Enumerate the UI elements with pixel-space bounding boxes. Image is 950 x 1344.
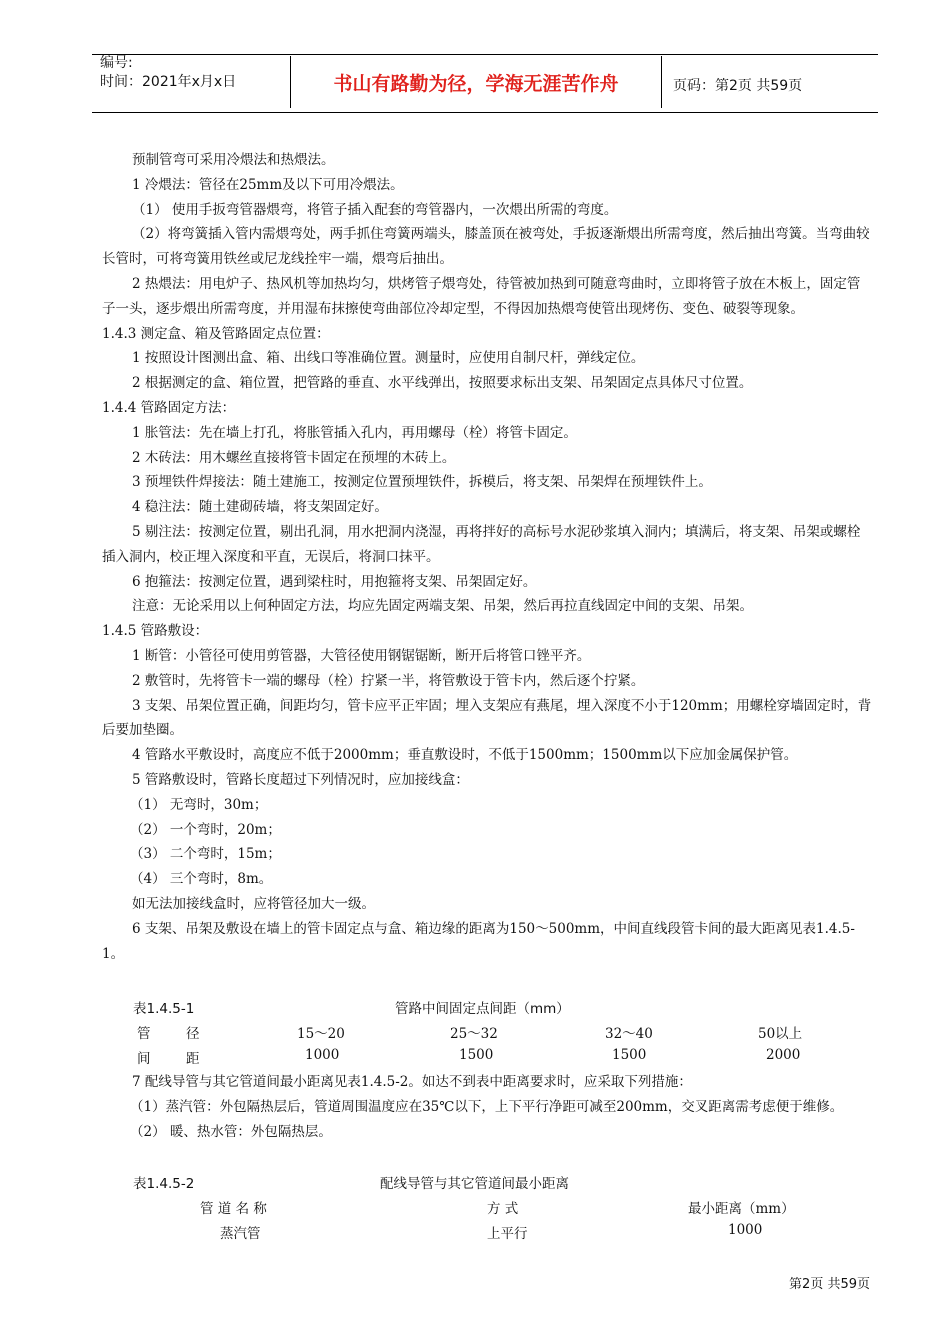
table1-cell: 径 [186,1026,200,1042]
paragraph: （1）蒸汽管：外包隔热层后，管道周围温度应在35℃以下，上下平行净距可减至200mm，交叉距离需考虑便于维修。 [130,1098,844,1115]
document-body [102,148,872,966]
time-label: 时间：2021年x月x日 [100,74,237,90]
paragraph: 1 断管：小管径可使用剪管器，大管径使用钢锯锯断，断开后将管口锉平齐。 [132,647,591,664]
header-motto: 书山有路勤为径，学海无涯苦作舟 [290,56,662,108]
table1-cell: 25～32 [450,1026,498,1042]
list-item: （4） 三个弯时，8m。 [130,871,273,888]
paragraph: 3 预埋铁件焊接法：随土建施工，按测定位置预埋铁件，拆模后，将支架、吊架焊在预埋铁件上。 [132,474,712,491]
table1-cell: 管 [137,1026,151,1042]
paragraph: （2）将弯簧插入管内需煨弯处，两手抓住弯簧两端头，膝盖顶在被弯处，手扳逐渐煨出所需弯度，然后抽出弯簧。当弯曲较长管时，可将弯簧用铁丝或尼龙线拴牢一端，煨弯后抽出。 [102,226,870,268]
table1-caption-title: 管路中间固定点间距（mm） [395,1001,570,1017]
paragraph: 2 热煨法：用电炉子、热风机等加热均匀，烘烤管子煨弯处，待管被加热到可随意弯曲时，立即将管子放在木板上，固定管子一头，逐步煨出所需弯度，并用湿布抹擦使弯曲部位冷却定型，不得因加热煨弯使管出现烤伤、变色、破裂等现象。 [102,275,861,317]
table1-cell: 距 [186,1051,200,1067]
header-page-label: 页码：第2页 共59页 [673,78,803,94]
header-left [100,54,236,92]
table1-cell: 15～20 [297,1026,345,1042]
table2-cell: 上平行 [487,1226,528,1242]
paragraph: 5 剔注法：按测定位置，剔出孔洞，用水把洞内浇湿，再将拌好的高标号水泥砂浆填入洞内；填满后，将支架、吊架或螺栓插入洞内，校正埋入深度和平直，无误后，将洞口抹平。 [102,523,861,565]
list-item: （2） 一个弯时，20m； [130,821,281,838]
paragraph: 3 支架、吊架位置正确，间距均匀，管卡应平正牢固；埋入支架应有燕尾，埋入深度不小于120mm；用螺栓穿墙固定时，背后要加垫圈。 [102,697,872,739]
list-item: （1） 无弯时，30m； [130,796,268,813]
page-footer: 第2页 共59页 [789,1277,870,1292]
section-heading: 1.4.4 管路固定方法： [102,399,236,416]
table2-cell: 1000 [728,1222,763,1238]
paragraph: 7 配线导管与其它管道间最小距离见表1.4.5-2。如达不到表中距离要求时，应采取下列措施： [132,1074,692,1090]
code-label: 编号: [100,55,133,71]
paragraph: 5 管路敷设时，管路长度超过下列情况时，应加接线盒： [132,771,469,788]
paragraph: 2 根据测定的盒、箱位置，把管路的垂直、水平线弹出，按照要求标出支架、吊架固定点具体尺寸位置。 [132,375,753,392]
table1-cell: 50以上 [758,1026,803,1042]
paragraph: 6 支架、吊架及敷设在墙上的管卡固定点与盒、箱边缘的距离为150～500mm，中间直线段管卡间的最大距离见表1.4.5-1。 [102,920,855,962]
list-item: （3） 二个弯时，15m； [130,846,281,863]
document-body-2 [102,1070,872,1144]
table2-cell: 蒸汽管 [220,1226,261,1242]
section-heading: 1.4.3 测定盒、箱及管路固定点位置： [102,325,330,342]
table1-cell: 1500 [612,1047,647,1063]
paragraph: 4 管路水平敷设时，高度应不低于2000mm；垂直敷设时，不低于1500mm；1500mm以下应加金属保护管。 [132,747,798,764]
paragraph: 注意：无论采用以上何种固定方法，均应先固定两端支架、吊架，然后再拉直线固定中间的支架、吊架。 [132,598,753,615]
table1-cell: 2000 [766,1047,801,1063]
paragraph: 2 敷管时，先将管卡一端的螺母（栓）拧紧一半，将管敷设于管卡内，然后逐个拧紧。 [132,672,645,689]
table2-caption-title: 配线导管与其它管道间最小距离 [380,1176,569,1192]
paragraph: 1 冷煨法：管径在25mm及以下可用冷煨法。 [132,176,404,193]
table2-header-cell: 最小距离（mm） [688,1201,795,1217]
paragraph: 如无法加接线盒时，应将管径加大一级。 [132,895,375,912]
table2-header-cell: 方 式 [487,1201,519,1217]
paragraph: 2 木砖法：用木螺丝直接将管卡固定在预埋的木砖上。 [132,449,456,466]
table1-cell: 1000 [305,1047,340,1063]
section-heading: 1.4.5 管路敷设： [102,623,209,640]
table1-caption-no: 表1.4.5-1 [133,1001,195,1017]
table2-caption-no: 表1.4.5-2 [133,1176,195,1192]
paragraph: 1 胀管法：先在墙上打孔，将胀管插入孔内，再用螺母（栓）将管卡固定。 [132,424,577,441]
paragraph: （1） 使用手扳弯管器煨弯，将管子插入配套的弯管器内，一次煨出所需的弯度。 [132,201,618,218]
paragraph: 1 按照设计图测出盒、箱、出线口等准确位置。测量时，应使用自制尺杆，弹线定位。 [132,350,645,367]
paragraph: 6 抱箍法：按测定位置，遇到梁柱时，用抱箍将支架、吊架固定好。 [132,573,537,590]
paragraph: 预制管弯可采用冷煨法和热煨法。 [132,152,335,168]
table1-cell: 间 [137,1051,151,1067]
paragraph: 4 稳注法：随土建砌砖墙，将支架固定好。 [132,499,388,516]
paragraph: （2） 暖、热水管：外包隔热层。 [130,1123,332,1140]
table1-cell: 32～40 [605,1026,653,1042]
table2-header-cell: 管 道 名 称 [200,1201,267,1217]
table1-cell: 1500 [459,1047,494,1063]
header-bottom-rule [92,112,878,113]
